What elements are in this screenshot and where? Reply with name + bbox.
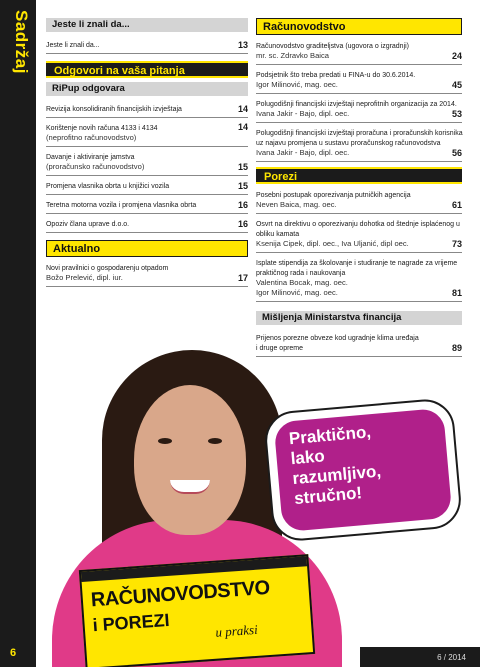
toc-entry[interactable]: Isplate stipendija za školovanje i studiranje te nagrade za vrijeme praktičnog rada i naukovanja Valentina Bocak, mag. oec. Igor Milinović, mag. oec. 81 bbox=[256, 256, 462, 302]
magazine-cover bbox=[79, 554, 315, 667]
section-header-ripup: RiPup odgovara bbox=[46, 82, 248, 96]
toc-entry[interactable]: Prijenos porezne obveze kod ugradnje klima uređaja i druge opreme 89 bbox=[256, 331, 462, 357]
entry-page: 14 bbox=[237, 122, 248, 132]
speech-bubble bbox=[263, 397, 464, 543]
toc-entry[interactable]: Promjena vlasnika obrta u knjižici vozila 15 bbox=[46, 179, 248, 195]
issue-number: 6 / 2014 bbox=[437, 653, 466, 662]
section-header-porezi: Porezi bbox=[256, 167, 462, 184]
toc-entry[interactable]: Polugodišnji financijski izvještaji neprofitnih organizacija za 2014. Ivana Jakir - Bajo, dipl. oec. 53 bbox=[256, 97, 462, 123]
toc-entry[interactable]: Osvrt na direktivu o oporezivanju dohotka od štednje isplaćenog u obliku kamata Ksenija Cipek, dipl. oec., Iva Uljanić, dipl oec. 73 bbox=[256, 217, 462, 253]
entry-page: 17 bbox=[237, 273, 248, 283]
toc-right-column bbox=[256, 18, 462, 360]
section-header-misljenja: Mišljenja Ministarstva financija bbox=[256, 311, 462, 325]
entry-page: 81 bbox=[451, 288, 462, 298]
toc-entry[interactable]: Davanje i aktiviranje jamstva (proračunsko računovodstvo) 15 bbox=[46, 150, 248, 176]
entry-page: 24 bbox=[451, 51, 462, 61]
entry-page: 16 bbox=[237, 200, 248, 210]
entry-page: 73 bbox=[451, 239, 462, 249]
entry-page: 13 bbox=[237, 40, 248, 50]
toc-left-column bbox=[46, 18, 248, 290]
toc-entry[interactable]: Opoziv člana uprave d.o.o. 16 bbox=[46, 217, 248, 233]
section-header-jeste: Jeste li znali da... bbox=[46, 18, 248, 32]
entry-page: 61 bbox=[451, 200, 462, 210]
section-title: Sadržaj bbox=[12, 10, 31, 74]
page-number: 6 bbox=[10, 647, 17, 659]
magazine-title: RAČUNOVODSTVO bbox=[90, 576, 271, 612]
magazine-subtitle: i POREZI bbox=[91, 609, 171, 636]
section-header-odgovori: Odgovori na vaša pitanja bbox=[46, 61, 248, 78]
toc-entry[interactable]: Posebni postupak oporezivanja putničkih agencija Neven Baica, mag. oec. 61 bbox=[256, 188, 462, 214]
bubble-text: Praktično, lako razumljivo, stručno! bbox=[288, 422, 382, 509]
section-header-racunovodstvo: Računovodstvo bbox=[256, 18, 462, 35]
toc-entry[interactable]: Novi pravilnici o gospodarenju otpadom Božo Prelević, dipl. iur. 17 bbox=[46, 261, 248, 287]
entry-page: 16 bbox=[237, 219, 248, 229]
entry-page: 45 bbox=[451, 80, 462, 90]
toc-entry[interactable]: Podsjetnik što treba predati u FINA-u do 30.6.2014. Igor Milinović, mag. oec. 45 bbox=[256, 68, 462, 94]
entry-page: 15 bbox=[237, 181, 248, 191]
entry-page: 53 bbox=[451, 109, 462, 119]
toc-entry[interactable]: Jeste li znali da... 13 bbox=[46, 38, 248, 54]
entry-page: 14 bbox=[237, 104, 248, 114]
toc-entry[interactable]: Korištenje novih računa 4133 i 4134 (neprofitno računovodstvo) 14 bbox=[46, 121, 248, 147]
entry-page: 56 bbox=[451, 148, 462, 158]
toc-entry[interactable]: Računovodstvo graditeljstva (ugovora o izgradnji) mr. sc. Zdravko Baica 24 bbox=[256, 39, 462, 65]
toc-entry[interactable]: Polugodišnji financijski izvještaji proračuna i proračunskih korisnika uz najavu promjena u sustavu proračunskog računovodstva Ivana Jakir - Bajo, dipl. oec. 56 bbox=[256, 126, 462, 162]
toc-entry[interactable]: Teretna motorna vozila i promjena vlasnika obrta 16 bbox=[46, 198, 248, 214]
magazine-slogan: u praksi bbox=[214, 621, 259, 640]
entry-page: 89 bbox=[451, 343, 462, 353]
toc-entry[interactable]: Revizija konsolidiranih financijskih izvještaja 14 bbox=[46, 102, 248, 118]
entry-page: 15 bbox=[237, 162, 248, 172]
section-header-aktualno: Aktualno bbox=[46, 240, 248, 257]
